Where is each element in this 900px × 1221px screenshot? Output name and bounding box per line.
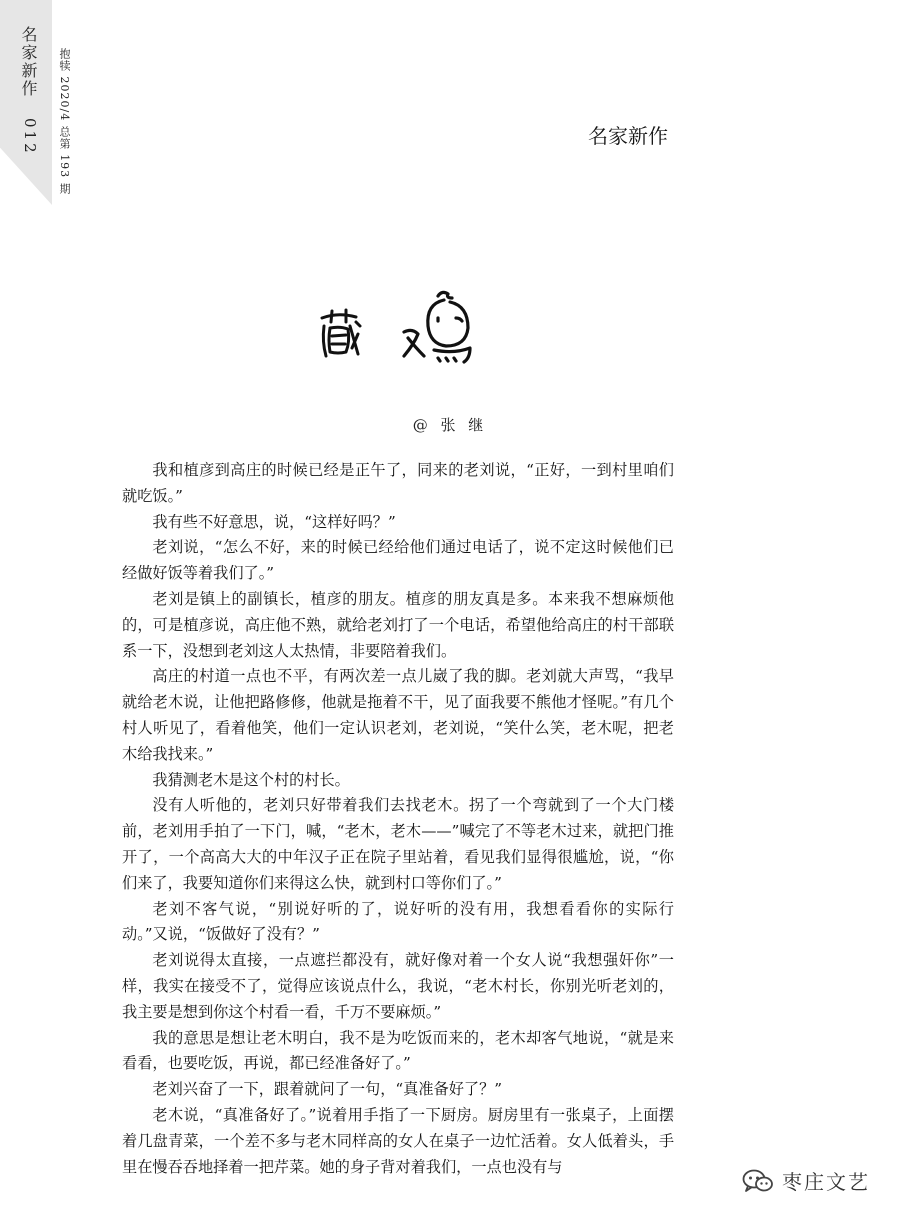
- corner-section-label: 名家新作: [19, 26, 38, 98]
- handwritten-title-graphic: [316, 288, 486, 368]
- paragraph: 我有些不好意思，说，“这样好吗？”: [152, 512, 396, 531]
- issue-info: 抱犊 2020/4 总第 193 期: [58, 48, 71, 195]
- account-name: 枣庄文艺: [782, 1170, 870, 1194]
- paragraph: 老刘说得太直接，一点遮拦都没有，就好像对着一个女人说“我想强奸你”一样，我实在接受不了，觉得应该说点什么，我说，“老木村长，你别光听老刘的，我主要是想到你这个村看一看，千万不要麻烦。”: [122, 951, 674, 1021]
- page-number: 012: [21, 118, 39, 156]
- paragraph: 我和植彦到高庄的时候已经是正午了，同来的老刘说，“正好，一到村里咱们就吃饭。”: [122, 461, 674, 505]
- article-author: @ 张 继: [412, 416, 488, 434]
- wechat-icon: [742, 1168, 774, 1194]
- paragraph: 老刘兴奋了一下，跟着就问了一句，“真准备好了？”: [152, 1080, 503, 1099]
- section-title: 名家新作: [588, 124, 668, 148]
- paragraph: 老刘是镇上的副镇长，植彦的朋友。植彦的朋友真是多。本来我不想麻烦他的，可是植彦说，高庄他不熟，就给老刘打了一个电话，希望他给高庄的村干部联系一下，没想到老刘这人太热情，非要陪着我们。: [122, 589, 674, 660]
- paragraph: 高庄的村道一点也不平，有两次差一点儿崴了我的脚。老刘就大声骂，“我早就给老木说，让他把路修修，他就是拖着不干，见了面我要不熊他才怪呢。”有几个村人听见了，看着他笑，他们一定认识老刘，老刘说，“笑什么笑，老木呢，把老木给我找来。”: [122, 667, 674, 763]
- article-title-artwork: [316, 288, 486, 368]
- wechat-watermark: [742, 1166, 870, 1195]
- paragraph: 老刘说，“怎么不好，来的时候已经给他们通过电话了，说不定这时候他们已经做好饭等着我们了。”: [122, 538, 674, 583]
- paragraph: 我猜测老木是这个村的村长。: [152, 770, 350, 789]
- paragraph: 老刘不客气说，“别说好听的了，说好听的没有用，我想看看你的实际行动。”又说，“饭做好了没有？”: [122, 899, 674, 944]
- paragraph: 没有人听他的，老刘只好带着我们去找老木。拐了一个弯就到了一个大门楼前，老刘用手拍了一下门，喊，“老木，老木——”喊完了不等老木过来，就把门推开了，一个高高大大的中年汉子正在院子里站着，看见我们显得很尴尬，说，“你们来了，我要知道你们来得这么快，就到村口等你们了。”: [122, 796, 674, 892]
- paragraph: 我的意思是想让老木明白，我不是为吃饭而来的，老木却客气地说，“就是来看看，也要吃饭，再说，都已经准备好了。”: [122, 1028, 674, 1073]
- article-body: [122, 458, 674, 1180]
- paragraph: 老木说，“真准备好了。”说着用手指了一下厨房。厨房里有一张桌子，上面摆着几盘青菜，一个差不多与老木同样高的女人在桌子一边忙活着。女人低着头，手里在慢吞吞地择着一把芹菜。她的身子背对着我们，一点也没有与: [122, 1105, 674, 1176]
